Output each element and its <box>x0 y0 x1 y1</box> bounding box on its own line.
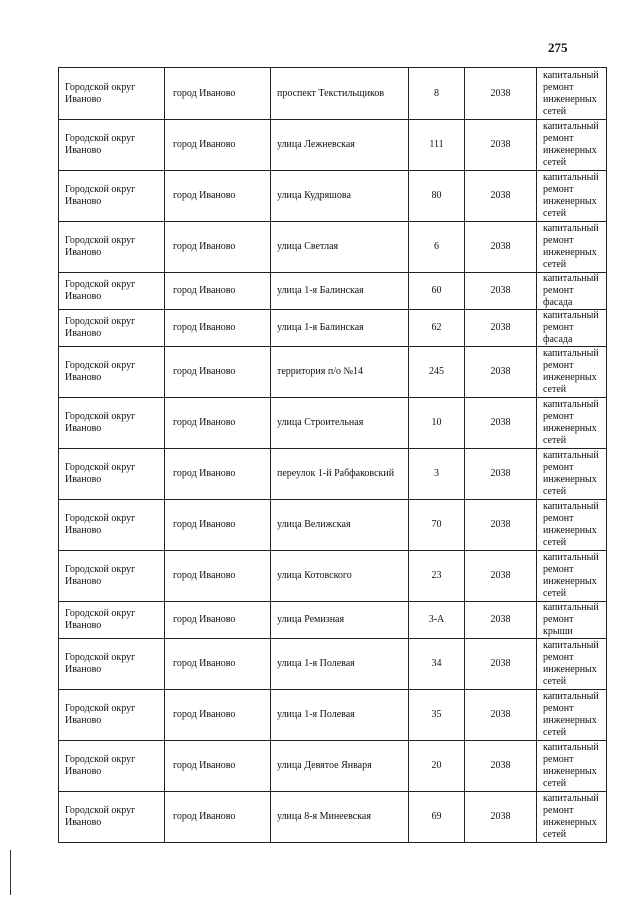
year-cell: 2038 <box>465 347 537 398</box>
street-cell: улица Строительная <box>271 398 409 449</box>
work-type-cell: капитальный ремонт инженерных сетей <box>537 792 607 843</box>
district-cell: Городской округ Иваново <box>59 639 165 690</box>
year-cell: 2038 <box>465 273 537 310</box>
year-cell: 2038 <box>465 398 537 449</box>
house-cell: 23 <box>409 551 465 602</box>
street-cell: переулок 1-й Рабфаковский <box>271 449 409 500</box>
district-cell: Городской округ Иваново <box>59 602 165 639</box>
table-row <box>59 500 607 551</box>
house-cell: 8 <box>409 68 465 120</box>
house-cell: 20 <box>409 741 465 792</box>
house-cell: 3-А <box>409 602 465 639</box>
city-cell: город Иваново <box>165 602 271 639</box>
street-cell: улица Котовского <box>271 551 409 602</box>
work-type-cell: капитальный ремонт инженерных сетей <box>537 690 607 741</box>
district-cell: Городской округ Иваново <box>59 222 165 273</box>
city-cell: город Иваново <box>165 741 271 792</box>
house-cell: 62 <box>409 310 465 347</box>
city-cell: город Иваново <box>165 551 271 602</box>
district-cell: Городской округ Иваново <box>59 398 165 449</box>
street-cell: улица 1-я Балинская <box>271 310 409 347</box>
city-cell: город Иваново <box>165 310 271 347</box>
district-cell: Городской округ Иваново <box>59 310 165 347</box>
year-cell: 2038 <box>465 639 537 690</box>
house-cell: 3 <box>409 449 465 500</box>
table-row <box>59 690 607 741</box>
city-cell: город Иваново <box>165 792 271 843</box>
street-cell: улица Светлая <box>271 222 409 273</box>
work-type-cell: капитальный ремонт инженерных сетей <box>537 120 607 171</box>
year-cell: 2038 <box>465 68 537 120</box>
house-cell: 35 <box>409 690 465 741</box>
district-cell: Городской округ Иваново <box>59 120 165 171</box>
year-cell: 2038 <box>465 690 537 741</box>
house-cell: 6 <box>409 222 465 273</box>
city-cell: город Иваново <box>165 120 271 171</box>
work-type-cell: капитальный ремонт инженерных сетей <box>537 68 607 120</box>
table-row <box>59 602 607 639</box>
table-row <box>59 398 607 449</box>
city-cell: город Иваново <box>165 500 271 551</box>
table-row <box>59 120 607 171</box>
work-type-cell: капитальный ремонт инженерных сетей <box>537 347 607 398</box>
city-cell: город Иваново <box>165 171 271 222</box>
district-cell: Городской округ Иваново <box>59 690 165 741</box>
district-cell: Городской округ Иваново <box>59 273 165 310</box>
district-cell: Городской округ Иваново <box>59 792 165 843</box>
year-cell: 2038 <box>465 551 537 602</box>
year-cell: 2038 <box>465 171 537 222</box>
year-cell: 2038 <box>465 310 537 347</box>
table-row <box>59 171 607 222</box>
city-cell: город Иваново <box>165 398 271 449</box>
table-row <box>59 741 607 792</box>
district-cell: Городской округ Иваново <box>59 171 165 222</box>
work-type-cell: капитальный ремонт инженерных сетей <box>537 551 607 602</box>
district-cell: Городской округ Иваново <box>59 741 165 792</box>
city-cell: город Иваново <box>165 449 271 500</box>
work-type-cell: капитальный ремонт фасада <box>537 310 607 347</box>
district-cell: Городской округ Иваново <box>59 449 165 500</box>
street-cell: улица Девятое Января <box>271 741 409 792</box>
work-type-cell: капитальный ремонт инженерных сетей <box>537 741 607 792</box>
year-cell: 2038 <box>465 500 537 551</box>
street-cell: улица Велижская <box>271 500 409 551</box>
city-cell: город Иваново <box>165 347 271 398</box>
year-cell: 2038 <box>465 449 537 500</box>
year-cell: 2038 <box>465 602 537 639</box>
city-cell: город Иваново <box>165 68 271 120</box>
year-cell: 2038 <box>465 792 537 843</box>
table-row <box>59 68 607 120</box>
city-cell: город Иваново <box>165 690 271 741</box>
table-row <box>59 551 607 602</box>
work-type-cell: капитальный ремонт инженерных сетей <box>537 222 607 273</box>
repair-schedule-table <box>58 67 607 843</box>
house-cell: 70 <box>409 500 465 551</box>
table-row <box>59 310 607 347</box>
district-cell: Городской округ Иваново <box>59 347 165 398</box>
table-row <box>59 639 607 690</box>
city-cell: город Иваново <box>165 222 271 273</box>
work-type-cell: капитальный ремонт крыши <box>537 602 607 639</box>
street-cell: территория п/о №14 <box>271 347 409 398</box>
house-cell: 10 <box>409 398 465 449</box>
district-cell: Городской округ Иваново <box>59 551 165 602</box>
page-number: 275 <box>548 40 568 55</box>
year-cell: 2038 <box>465 120 537 171</box>
year-cell: 2038 <box>465 741 537 792</box>
house-cell: 245 <box>409 347 465 398</box>
year-cell: 2038 <box>465 222 537 273</box>
table-row <box>59 222 607 273</box>
work-type-cell: капитальный ремонт инженерных сетей <box>537 639 607 690</box>
street-cell: улица 1-я Полевая <box>271 690 409 741</box>
work-type-cell: капитальный ремонт инженерных сетей <box>537 171 607 222</box>
street-cell: улица 8-я Минеевская <box>271 792 409 843</box>
work-type-cell: капитальный ремонт инженерных сетей <box>537 398 607 449</box>
street-cell: улица Лежневская <box>271 120 409 171</box>
work-type-cell: капитальный ремонт фасада <box>537 273 607 310</box>
table-row <box>59 792 607 843</box>
street-cell: улица Ремизная <box>271 602 409 639</box>
table-row <box>59 273 607 310</box>
district-cell: Городской округ Иваново <box>59 500 165 551</box>
district-cell: Городской округ Иваново <box>59 68 165 120</box>
street-cell: проспект Текстильщиков <box>271 68 409 120</box>
work-type-cell: капитальный ремонт инженерных сетей <box>537 449 607 500</box>
binding-margin-line <box>10 850 11 895</box>
house-cell: 111 <box>409 120 465 171</box>
house-cell: 69 <box>409 792 465 843</box>
house-cell: 60 <box>409 273 465 310</box>
house-cell: 34 <box>409 639 465 690</box>
street-cell: улица 1-я Полевая <box>271 639 409 690</box>
table-row <box>59 449 607 500</box>
table-row <box>59 347 607 398</box>
house-cell: 80 <box>409 171 465 222</box>
street-cell: улица Кудряшова <box>271 171 409 222</box>
work-type-cell: капитальный ремонт инженерных сетей <box>537 500 607 551</box>
street-cell: улица 1-я Балинская <box>271 273 409 310</box>
city-cell: город Иваново <box>165 639 271 690</box>
city-cell: город Иваново <box>165 273 271 310</box>
